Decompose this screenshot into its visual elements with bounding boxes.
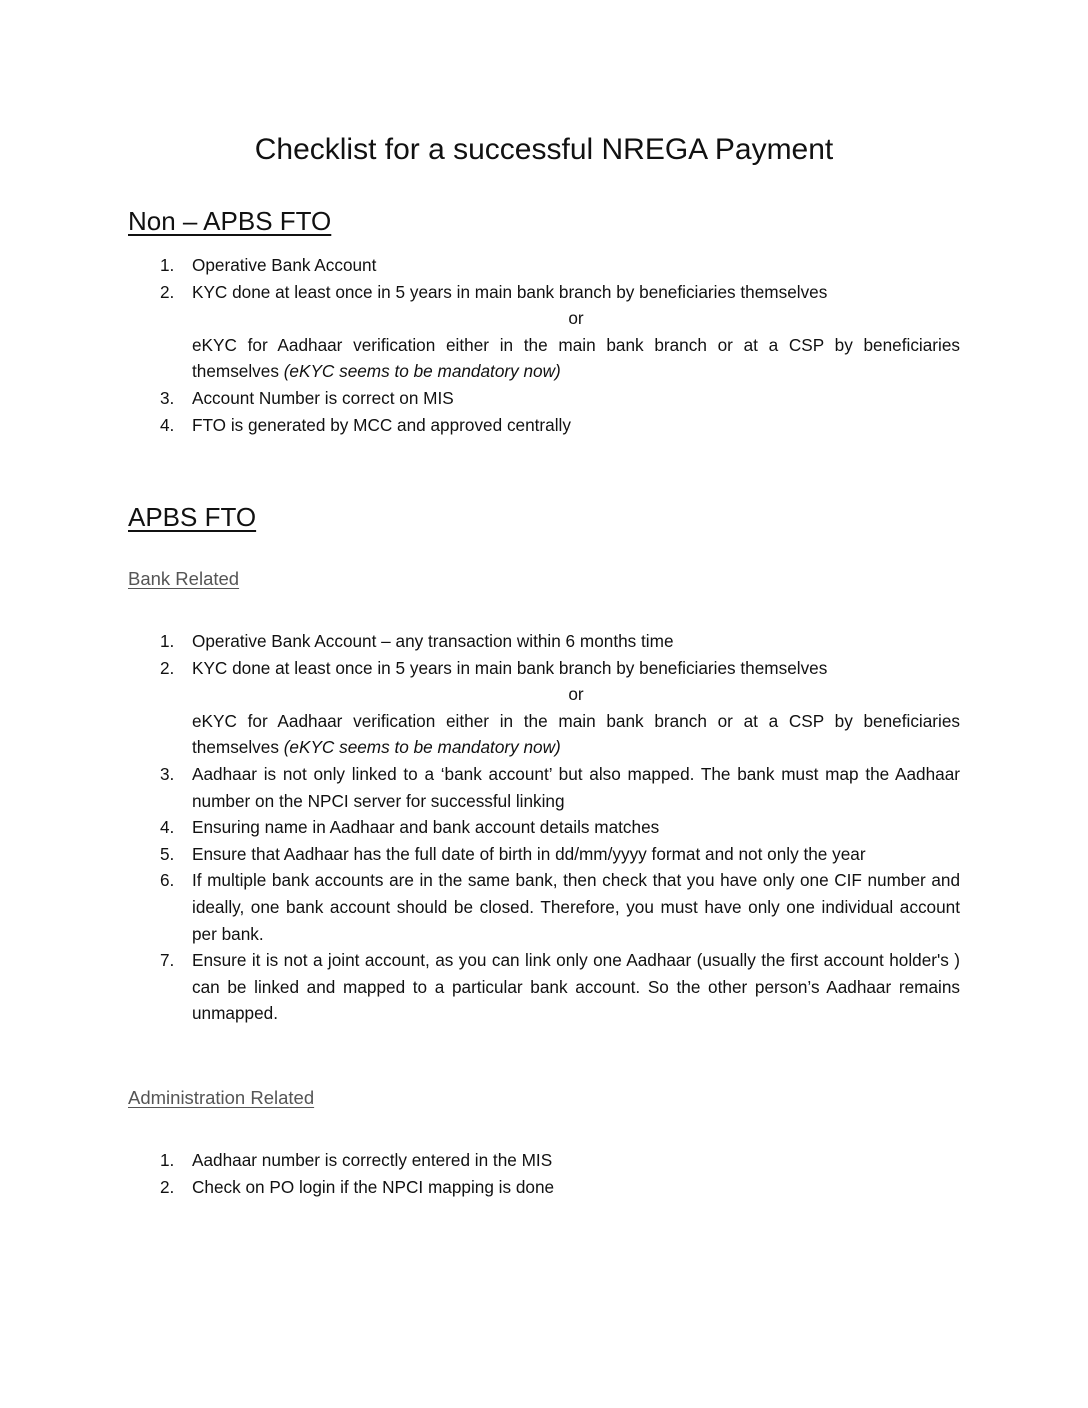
list-item	[152, 252, 960, 279]
item-text: Aadhaar number is correctly entered in the MIS	[192, 1150, 553, 1170]
item-number: 3.	[160, 763, 175, 784]
non-apbs-checklist	[152, 252, 960, 438]
or-separator: or	[568, 308, 584, 329]
item-text: KYC done at least once in 5 years in main bank branch by beneficiaries themselves	[192, 281, 828, 302]
section-heading-apbs: APBS FTO	[128, 502, 257, 532]
list-item	[152, 385, 960, 412]
item-text: Account Number is correct on MIS	[192, 387, 454, 408]
item-text: Ensuring name in Aadhaar and bank account details matches	[192, 817, 660, 838]
item-subtext	[192, 708, 960, 761]
item-number: 1.	[160, 1150, 175, 1170]
or-separator: or	[568, 684, 584, 705]
item-number: 2.	[160, 1176, 175, 1197]
item-number: 5.	[160, 843, 175, 864]
item-subtext-note: (eKYC seems to be mandatory now)	[283, 361, 561, 382]
item-subtext	[192, 332, 960, 385]
list-item	[152, 947, 960, 1027]
item-subtext-main: eKYC for Aadhaar verification either in the main bank branch or at a CSP by beneficiaries themselves	[192, 710, 960, 758]
list-item	[152, 867, 960, 947]
bank-related-checklist	[152, 628, 960, 1027]
item-number: 4.	[160, 817, 175, 838]
list-item	[152, 655, 960, 761]
item-number: 3.	[160, 387, 175, 408]
item-subtext-note: (eKYC seems to be mandatory now)	[283, 737, 561, 758]
item-number: 1.	[160, 255, 175, 275]
item-number: 2.	[160, 281, 175, 302]
item-text: Aadhaar is not only linked to a ‘bank account’ but also mapped. The bank must map the Aadhaar number on the NPCI server for successful linking	[192, 763, 960, 811]
document-title: Checklist for a successful NREGA Payment	[254, 133, 834, 166]
administration-related-checklist	[152, 1147, 960, 1200]
item-number: 6.	[160, 870, 175, 891]
item-number: 7.	[160, 950, 175, 971]
subsection-heading-bank-related: Bank Related	[128, 568, 240, 589]
list-item	[152, 1147, 960, 1174]
item-text: Operative Bank Account – any transaction within 6 months time	[192, 631, 674, 651]
item-text: FTO is generated by MCC and approved centrally	[192, 414, 571, 435]
list-item	[152, 814, 960, 841]
item-text: Operative Bank Account	[192, 255, 377, 275]
item-subtext-main: eKYC for Aadhaar verification either in the main bank branch or at a CSP by beneficiaries themselves	[192, 334, 960, 382]
list-item	[152, 761, 960, 814]
item-text: KYC done at least once in 5 years in main bank branch by beneficiaries themselves	[192, 657, 828, 678]
item-number: 2.	[160, 657, 175, 678]
item-text: Ensure that Aadhaar has the full date of birth in dd/mm/yyyy format and not only the year	[192, 843, 866, 864]
list-item	[152, 412, 960, 439]
list-item	[152, 1174, 960, 1201]
item-number: 1.	[160, 631, 175, 651]
item-text: If multiple bank accounts are in the same bank, then check that you have only one CIF number and ideally, one bank account should be closed. Therefore, you must have only one individual account per bank.	[192, 870, 960, 944]
subsection-heading-administration-related: Administration Related	[128, 1087, 315, 1108]
list-item	[152, 279, 960, 385]
item-text: Check on PO login if the NPCI mapping is done	[192, 1176, 555, 1197]
list-item	[152, 841, 960, 868]
item-number: 4.	[160, 414, 175, 435]
item-text: Ensure it is not a joint account, as you can link only one Aadhaar (usually the first account holder's ) can be linked and mapped to a particular bank account. So the other person’s Aadhaar remains unmapped.	[192, 950, 960, 1024]
section-heading-non-apbs: Non – APBS FTO	[128, 206, 332, 236]
list-item	[152, 628, 960, 655]
